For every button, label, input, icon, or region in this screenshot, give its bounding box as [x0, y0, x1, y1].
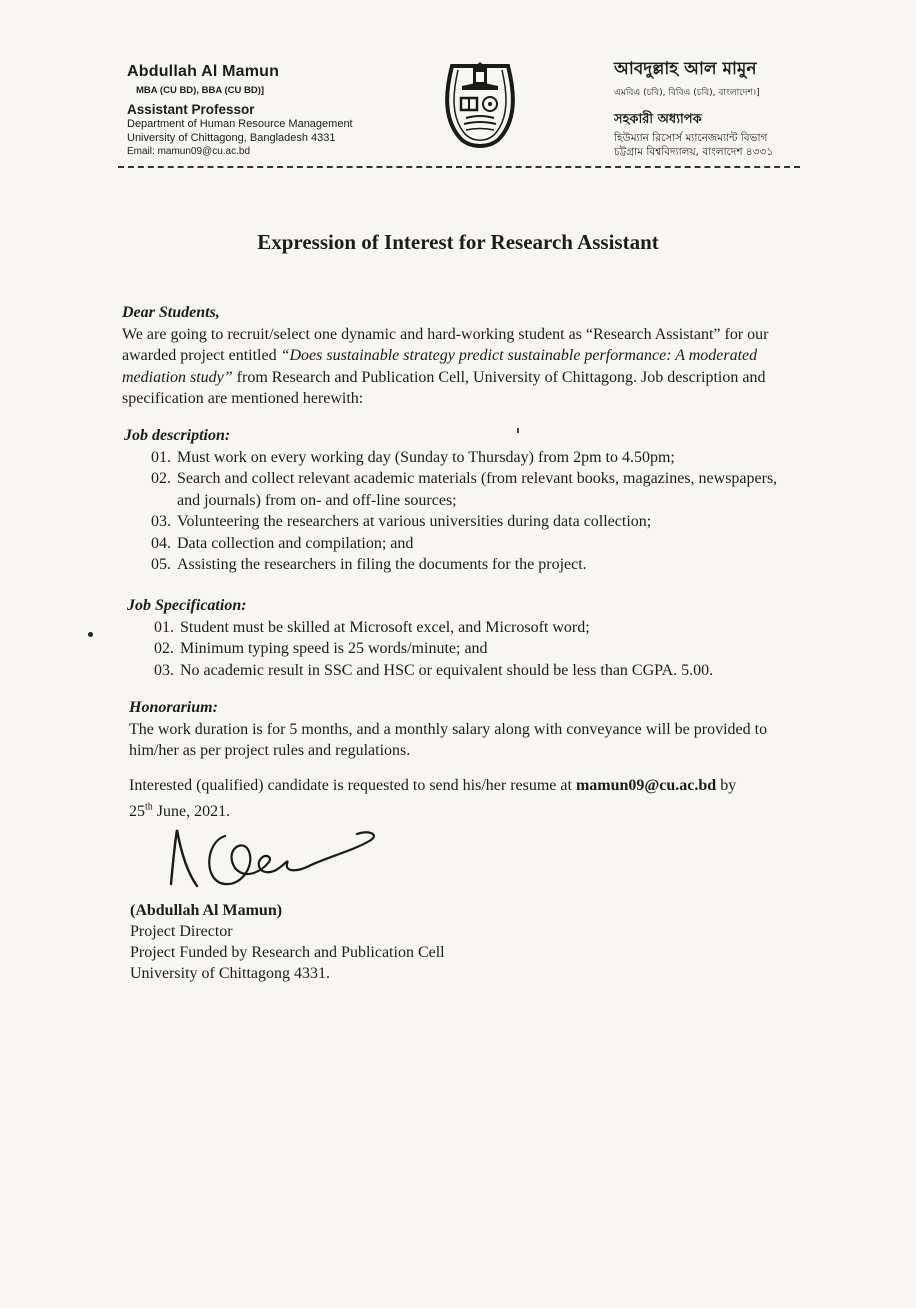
list-item: 02. Minimum typing speed is 25 words/minute; and — [154, 640, 488, 657]
honorarium-heading: Honorarium: — [129, 699, 218, 716]
salutation: Dear Students, — [122, 304, 220, 321]
signatory-university: University of Chittagong 4331. — [130, 965, 330, 982]
job-specification-heading: Job Specification: — [127, 597, 247, 614]
list-item: 04. Data collection and compilation; and — [151, 534, 414, 552]
author-name: Abdullah Al Mamun — [127, 63, 280, 80]
list-item: 03. Volunteering the researchers at various universities during data collection; — [151, 513, 652, 530]
intro-section — [122, 302, 812, 410]
letterhead-divider — [118, 166, 800, 168]
author-degrees: MBA (CU BD), BBA (CU BD)] — [136, 85, 265, 96]
signature — [165, 822, 380, 892]
signoff-block — [130, 900, 445, 984]
job-specification-list — [154, 617, 807, 682]
email-value: mamun09@cu.ac.bd — [157, 146, 250, 157]
author-title: Assistant Professor — [127, 102, 255, 117]
job-specification-section — [127, 595, 807, 681]
list-item: 03. No academic result in SSC and HSC or equivalent should be less than CGPA. 5.00. — [154, 661, 714, 679]
signatory-role: Project Director — [130, 923, 233, 940]
job-description-heading: Job description: — [124, 427, 231, 444]
letterhead-bangla — [614, 56, 814, 159]
stray-dot — [88, 632, 93, 637]
signatory-funding: Project Funded by Research and Publication Cell — [130, 944, 445, 961]
list-item: 01. Must work on every working day (Sunday to Thursday) from 2pm to 4.50pm; — [151, 448, 675, 466]
signatory-name: (Abdullah Al Mamun) — [130, 902, 283, 919]
university-logo — [440, 60, 520, 152]
author-email — [127, 145, 427, 158]
list-item: 05. Assisting the researchers in filing the documents for the project. — [151, 556, 587, 573]
author-university: University of Chittagong, Bangladesh 4331 — [127, 132, 336, 144]
job-description-list — [151, 447, 804, 576]
author-title-bangla: সহকারী অধ্যাপক — [614, 112, 702, 127]
author-name-bangla: আবদুল্লাহ আল মামুন — [614, 59, 757, 79]
closing-text-2: by — [716, 777, 737, 794]
closing-paragraph — [129, 775, 819, 822]
job-description-section — [124, 425, 804, 576]
letterhead-english — [127, 63, 427, 158]
intro-paragraph — [122, 324, 812, 410]
honorarium-text: The work duration is for 5 months, and a monthly salary along with conveyance will be provided to him/her as per project rules and regulations. — [129, 720, 768, 759]
intro-text-1: We are going to recruit/select one dynamic and hard-working student as “Research Assistant” for our awarded project entitled — [122, 325, 769, 364]
author-degrees-bangla: এমবিএ (চবি), বিবিএ (চবি), বাংলাদেশ।] — [614, 88, 760, 98]
project-title: “Does sustainable strategy predict sustainable performance: A moderated mediation study” — [122, 347, 758, 386]
document-title: Expression of Interest for Research Assistant — [257, 230, 659, 254]
closing-text: Interested (qualified) candidate is requested to send his/her resume at — [129, 777, 576, 794]
author-university-bangla: চট্টগ্রাম বিশ্ববিদ্যালয়, বাংলাদেশ ৪৩৩১ — [614, 146, 774, 158]
email-label: Email: — [127, 146, 155, 157]
author-department: Department of Human Resource Management — [127, 118, 353, 130]
contact-email: mamun09@cu.ac.bd — [575, 777, 717, 794]
honorarium-section — [129, 697, 789, 762]
intro-text-2: from Research and Publication Cell, University of Chittagong. Job description and specification are mentioned herewith: — [122, 368, 766, 407]
author-department-bangla: হিউম্যান রিসোর্স ম্যানেজম্যান্ট বিভাগ — [614, 132, 768, 144]
deadline: 25th June, 2021. — [129, 801, 231, 820]
list-item: 01. Student must be skilled at Microsoft excel, and Microsoft word; — [154, 618, 590, 636]
list-item: 02. Search and collect relevant academic materials (from relevant books, magazines, newspapers, and journals) from on- and off-line sources; — [151, 470, 778, 509]
